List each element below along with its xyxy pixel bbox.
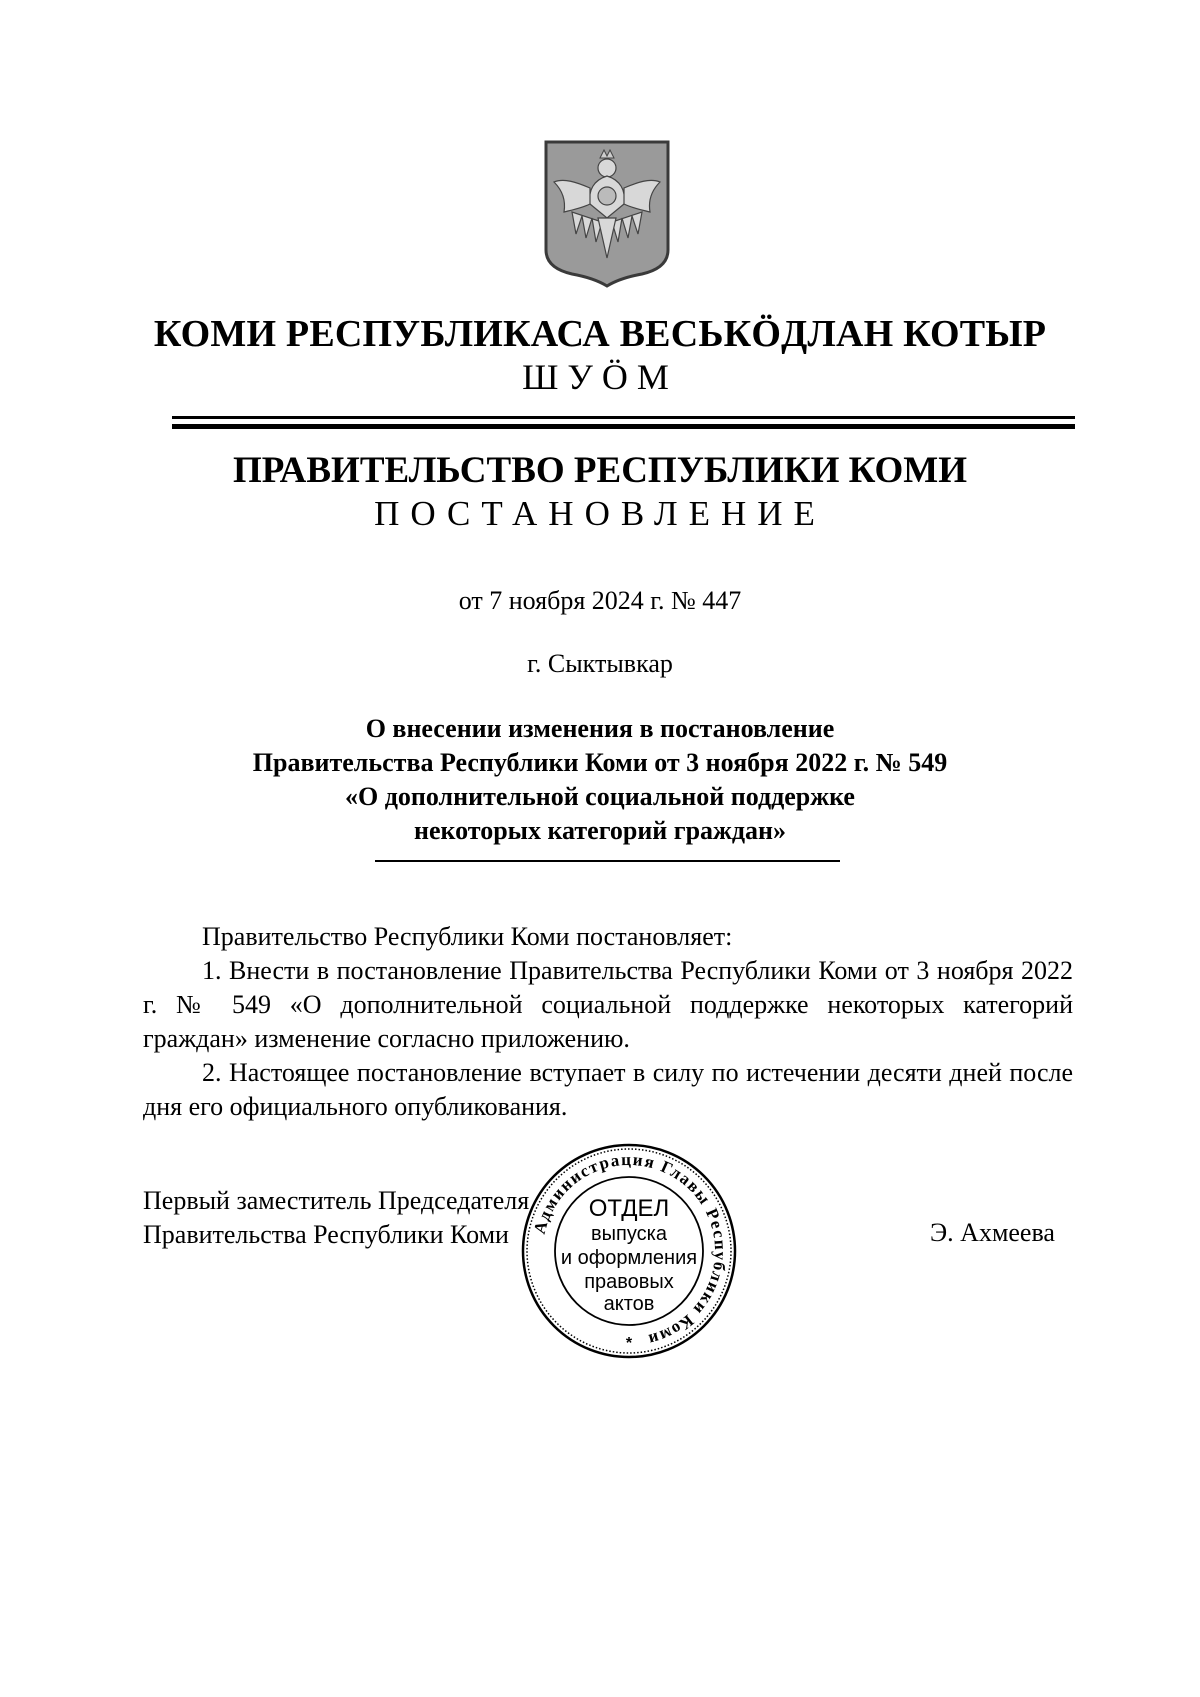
body-intro: Правительство Республики Коми постановляет: <box>202 922 733 951</box>
body-paragraph-2: 2. Настоящее постановление вступает в силу по истечении десяти дней после дня его официального опубликования. <box>143 1058 1073 1121</box>
stamp-line: и оформления <box>560 1247 698 1269</box>
government-title: ПРАВИТЕЛЬСТВО РЕСПУБЛИКИ КОМИ <box>233 450 967 491</box>
header-divider-thick <box>172 424 1075 429</box>
title-line: О внесении изменения в постановление <box>365 714 835 743</box>
document-type: ПОСТАНОВЛЕНИЕ <box>374 494 826 533</box>
document-title <box>0 712 1200 848</box>
title-underline <box>375 860 840 862</box>
signatory-name: Э. Ахмеева <box>930 1218 1055 1247</box>
body-paragraph-1: 1. Внести в постановление Правительства Республики Коми от 3 ноября 2022 г. № 549 «О дополнительной социальной поддержке некоторых категорий граждан» изменение согласно приложению. <box>143 956 1073 1053</box>
signatory-position-line-2: Правительства Республики Коми <box>143 1220 509 1249</box>
title-line: «О дополнительной социальной поддержке <box>345 782 855 811</box>
title-line: некоторых категорий граждан» <box>413 816 787 845</box>
document-city: г. Сыктывкар <box>527 649 673 678</box>
stamp-line: выпуска <box>591 1223 667 1245</box>
document-date-number: от 7 ноября 2024 г. № 447 <box>458 586 742 615</box>
document-body <box>143 920 1073 1124</box>
stamp-line: ОТДЕЛ <box>588 1195 670 1222</box>
header-komi-doc-type: ШУӦМ <box>522 357 678 397</box>
header-divider-thin <box>172 416 1075 419</box>
stamp-line: актов <box>603 1293 655 1315</box>
official-stamp <box>518 1140 740 1362</box>
signatory-position-line-1: Первый заместитель Председателя <box>143 1186 530 1215</box>
stamp-line: правовых <box>584 1271 674 1293</box>
title-line: Правительства Республики Коми от 3 ноября 2022 г. № 549 <box>252 748 948 777</box>
coat-of-arms-icon <box>542 138 672 288</box>
stamp-star: * <box>625 1335 633 1352</box>
header-komi-title: КОМИ РЕСПУБЛИКАСА ВЕСЬКӦДЛАН КОТЫР <box>153 313 1047 355</box>
stamp-ring-text: Администрация Главы Республики Коми <box>529 1149 731 1350</box>
signatory-position <box>143 1184 529 1252</box>
